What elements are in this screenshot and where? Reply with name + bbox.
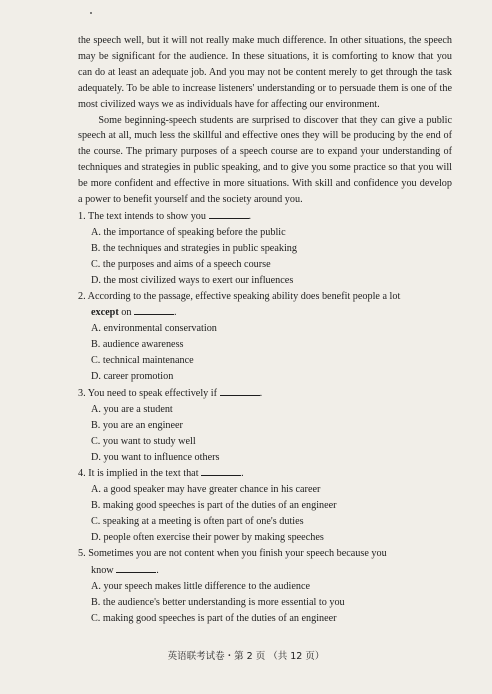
- option-c: C. making good speeches is part of the duties of an engineer: [91, 612, 337, 624]
- option-c: C. the purposes and aims of a speech course: [91, 258, 271, 270]
- option-c: C. technical maintenance: [91, 355, 194, 367]
- question-3: [78, 385, 452, 466]
- question-stem: 5. Sometimes you are not content when you finish your speech because you: [78, 548, 387, 559]
- answer-blank: [209, 208, 249, 219]
- question-5: [78, 546, 452, 627]
- question-2: [78, 289, 452, 385]
- question-stem-continued: except on .: [78, 304, 452, 321]
- question-1: [78, 208, 452, 289]
- option-b: B. audience awareness: [91, 339, 184, 351]
- answer-blank: [201, 465, 241, 476]
- passage-paragraph-2: Some beginning-speech students are surprised to discover that they can give a public speech at all, much less the skillful and effective ones they will be producing by the end of the course. The primary purposes of a speech course are to expand your understanding of techniques and strategies in public speaking, and to give you some practice so that you will be more confident and effective in more situations. With skill and confidence you develop a power to benefit yourself and the society around you.: [78, 114, 452, 206]
- option-a: A. the importance of speaking before the public: [91, 226, 286, 238]
- option-a: A. a good speaker may have greater chance in his career: [91, 484, 321, 496]
- option-c: C. speaking at a meeting is often part of one's duties: [91, 516, 304, 528]
- option-b: B. you are an engineer: [91, 419, 183, 431]
- question-stem: 2. According to the passage, effective speaking ability does benefit people a lot: [78, 290, 401, 302]
- option-d: D. people often exercise their power by making speeches: [91, 532, 324, 544]
- option-a: A. your speech makes little difference to the audience: [91, 580, 311, 592]
- question-stem: 3. You need to speak effectively if .: [78, 385, 452, 402]
- passage-paragraph-1: the speech well, but it will not really make much difference. In other situations, the speech may be significant for the audience. In these situations, it is comforting to know that you can do at least an adequate job. And you may not be content merely to get through the task adequately. To be able to increase listeners' understanding or to persuade them is one of the most civilized ways we as individuals have for affecting our environment.: [78, 35, 452, 110]
- answer-blank: [220, 385, 260, 396]
- answer-blank: [134, 304, 174, 315]
- option-b: B. the audience's better understanding is more essential to you: [91, 596, 345, 608]
- option-c: C. you want to study well: [91, 435, 196, 447]
- option-d: D. the most civilized ways to exert our influences: [91, 274, 294, 286]
- option-d: D. you want to influence others: [91, 451, 220, 463]
- answer-blank: [116, 562, 156, 573]
- option-b: B. the techniques and strategies in public speaking: [91, 242, 297, 254]
- question-4: [78, 465, 452, 546]
- question-stem: 4. It is implied in the text that .: [78, 465, 452, 482]
- option-b: B. making good speeches is part of the duties of an engineer: [91, 500, 337, 512]
- option-d: D. career promotion: [91, 371, 174, 383]
- speck: [90, 12, 92, 14]
- question-stem-continued: know .: [78, 562, 452, 579]
- page-footer: 英语联考试卷・第 2 页 （共 12 页）: [167, 651, 325, 662]
- question-stem: 1. The text intends to show you .: [78, 208, 452, 225]
- option-a: A. environmental conservation: [91, 323, 217, 335]
- option-a: A. you are a student: [91, 403, 173, 415]
